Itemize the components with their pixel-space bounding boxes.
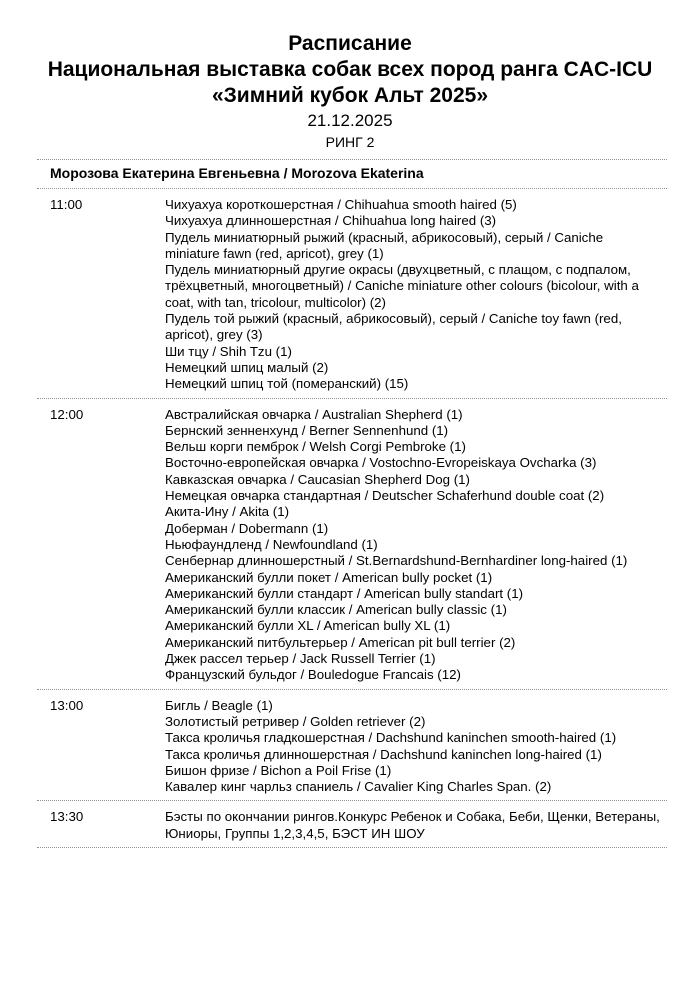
breed-entry: Акита-Ину / Akita (1) xyxy=(165,504,290,520)
breed-entry: Кавалер кинг чарльз спаниель / Cavalier King Charles Span. (2) xyxy=(165,779,552,795)
breed-entry: Немецкий шпиц той (померанский) (15) xyxy=(165,376,409,392)
breed-list xyxy=(165,407,661,684)
breed-entry: Бэсты по окончании рингов.Конкурс Ребенок и Собака, Беби, Щенки, Ветераны, Юниоры, Группы 1,2,3,4,5, БЭСТ ИН ШОУ xyxy=(165,809,660,841)
breed-entry: Джек рассел терьер / Jack Russell Terrier (1) xyxy=(165,651,436,667)
breed-entry: Американский булли стандарт / American bully standart (1) xyxy=(165,585,524,601)
breed-entry: Бернский зенненхунд / Berner Sennenhund (1) xyxy=(165,422,449,438)
breed-entry: Американский булли покет / American bully pocket (1) xyxy=(165,569,493,585)
breed-entry: Пудель миниатюрный другие окрасы (двухцветный, с плащом, с подпалом, трёхцветный, многоцветный) / Caniche miniature other colours (bicolour, with a coat, with tan, tricolour, multicolor) (2) xyxy=(165,262,639,310)
breed-entry: Немецкая овчарка стандартная / Deutscher Schaferhund double coat (2) xyxy=(165,488,605,504)
breed-entry: Такса кроличья длинношерстная / Dachshund kaninchen long-haired (1) xyxy=(165,746,602,762)
time-cell: 11:00 xyxy=(50,197,83,212)
ring-label: РИНГ 2 xyxy=(325,134,375,150)
schedule-row xyxy=(37,690,667,801)
time-cell: 13:00 xyxy=(50,697,84,713)
breed-entry: Пудель миниатюрный рыжий (красный, абрикосовый), серый / Caniche miniature fawn (red, apricot), grey (1) xyxy=(165,229,604,261)
breed-entry: Вельш корги пемброк / Welsh Corgi Pembroke (1) xyxy=(165,439,466,455)
schedule-row xyxy=(37,399,667,689)
breed-entry: Немецкий шпиц малый (2) xyxy=(165,359,329,375)
time-cell: 12:00 xyxy=(50,406,84,422)
event-subtitle: «Зимний кубок Альт 2025» xyxy=(211,84,489,107)
document-header xyxy=(0,31,700,152)
breed-entry: Чихуахуа короткошерстная / Chihuahua smooth haired (5) xyxy=(165,197,517,212)
breed-entry: Пудель той рыжий (красный, абрикосовый), серый / Caniche toy fawn (red, apricot), grey (3) xyxy=(165,311,622,343)
breed-entry: Сенбернар длинношерстный / St.Bernardshund-Bernhardiner long-haired (1) xyxy=(165,553,628,569)
schedule-row xyxy=(37,189,667,398)
breed-entry: Бишон фризе / Bichon a Poil Frise (1) xyxy=(165,762,392,778)
schedule-rows xyxy=(37,189,667,848)
breed-entry: Бигль / Beagle (1) xyxy=(165,697,273,713)
event-date: 21.12.2025 xyxy=(307,111,393,130)
document-title: Расписание xyxy=(288,32,412,55)
event-name: Национальная выставка собак всех пород ранга CAC-ICU xyxy=(47,58,653,81)
breed-entry: Восточно-европейская овчарка / Vostochno-Evropeiskaya Ovcharka (3) xyxy=(165,455,597,471)
breed-entry: Австралийская овчарка / Australian Shepherd (1) xyxy=(165,406,463,422)
breed-list xyxy=(165,698,661,796)
time-cell: 13:30 xyxy=(50,809,84,825)
breed-entry: Американский питбультерьер / American pit bull terrier (2) xyxy=(165,634,516,650)
breed-entry: Золотистый ретривер / Golden retriever (2) xyxy=(165,713,426,729)
separator-line xyxy=(37,847,667,848)
breed-entry: Французский бульдог / Bouledogue Francais (12) xyxy=(165,667,461,683)
judge-name: Морозова Екатерина Евгеньевна / Morozova Ekaterina xyxy=(50,165,424,181)
breed-entry: Кавказская овчарка / Caucasian Shepherd Dog (1) xyxy=(165,471,470,487)
schedule-row xyxy=(37,801,667,847)
breed-entry: Американский булли XL / American bully XL (1) xyxy=(165,618,451,634)
schedule-table xyxy=(37,159,667,848)
breed-entry: Такса кроличья гладкошерстная / Dachshund kaninchen smooth-haired (1) xyxy=(165,730,617,746)
breed-list xyxy=(165,809,661,842)
breed-entry: Ньюфаундленд / Newfoundland (1) xyxy=(165,536,378,552)
breed-entry: Американский булли классик / American bully classic (1) xyxy=(165,602,507,618)
breed-entry: Чихуахуа длинношерстная / Chihuahua long haired (3) xyxy=(165,213,497,229)
breed-entry: Доберман / Dobermann (1) xyxy=(165,520,329,536)
breed-list xyxy=(165,197,661,393)
breed-entry: Ши тцу / Shih Tzu (1) xyxy=(165,343,292,359)
